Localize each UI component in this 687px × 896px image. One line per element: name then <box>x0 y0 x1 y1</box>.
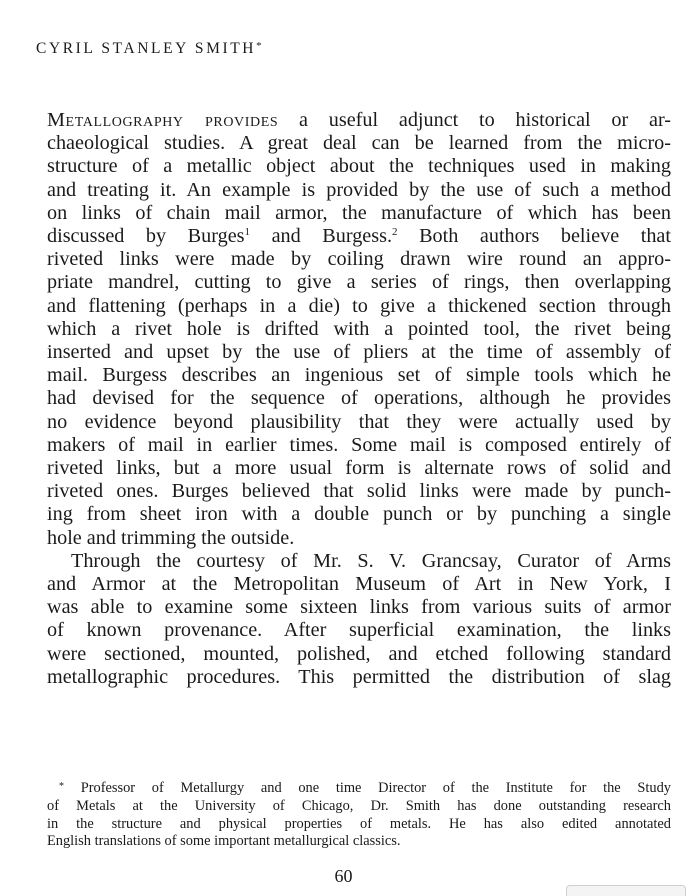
body-line: priate mandrel, cutting to give a series of rings, then overlapping <box>47 271 671 294</box>
body-line: was able to examine some sixteen links from various suits of armor <box>47 596 671 619</box>
page-number: 60 <box>334 866 353 886</box>
reference-2: 2 <box>392 226 398 239</box>
body-line: Through the courtesy of Mr. S. V. Grancsay, Curator of Arms <box>71 549 671 572</box>
footnote-line: of Metals at the University of Chicago, Dr. Smith has done outstanding research <box>47 797 671 814</box>
body-line: were sectioned, mounted, polished, and etched following standard <box>47 642 671 665</box>
reference-1: 1 <box>244 226 251 239</box>
body-line: no evidence beyond plausibility that they were actually used by <box>47 410 671 433</box>
body-line: structure of a metallic object about the techniques used in making <box>47 155 671 178</box>
body-line: riveted links were made by coiling drawn wire round an appro- <box>47 248 671 271</box>
body-line: and treating it. An example is provided by the use of such a method <box>47 178 671 201</box>
body-line: hole and trimming the outside. <box>47 526 295 549</box>
body-line: Metallography provides a useful adjunct to historical or ar- <box>47 109 671 131</box>
body-line: metallographic procedures. This permitted the distribution of slag <box>47 665 671 688</box>
author-name: CYRIL STANLEY SMITH <box>36 40 257 57</box>
body-line: and Armor at the Metropolitan Museum of Art in New York, I <box>47 573 671 596</box>
footnote-mark: * <box>59 781 64 792</box>
body-line: ing from sheet iron with a double punch or by punching a single <box>47 503 671 526</box>
body-line: mail. Burgess describes an ingenious set of simple tools which he <box>47 364 671 387</box>
footnote-line: English translations of some important metallurgical classics. <box>47 833 401 850</box>
footnote-line: in the structure and physical properties of metals. He has also edited annotated <box>47 815 671 832</box>
body-line: riveted ones. Burges believed that solid links were made by punch- <box>47 480 671 503</box>
body-line: which a rivet hole is drifted with a pointed tool, the rivet being <box>47 317 671 340</box>
body-line: chaeological studies. A great deal can be learned from the micro- <box>47 132 671 155</box>
body-line: had devised for the sequence of operations, although he provides <box>47 387 671 410</box>
author-heading <box>36 40 262 58</box>
author-footnote-mark: * <box>256 40 262 52</box>
footnote <box>47 778 671 851</box>
page-corner-tab <box>566 885 686 896</box>
opening-smallcaps: Metallography provides <box>47 109 279 131</box>
body-line: inserted and upset by the use of pliers at the time of assembly of <box>47 341 671 364</box>
footnote-line: * Professor of Metallurgy and one time Director of the Institute for the Study <box>59 780 671 796</box>
body-line: discussed by Burges$^1$ and Burgess.$^2$ Both authors believe that <box>47 225 671 248</box>
article-body <box>47 109 671 689</box>
body-line: riveted links, but a more usual form is alternate rows of solid and <box>47 457 671 480</box>
body-line: of known provenance. After superficial examination, the links <box>47 619 671 642</box>
body-line: makers of mail in earlier times. Some mail is composed entirely of <box>47 433 671 456</box>
body-line: and flattening (perhaps in a die) to give a thickened section through <box>47 294 671 317</box>
body-line: on links of chain mail armor, the manufacture of which has been <box>47 201 671 224</box>
